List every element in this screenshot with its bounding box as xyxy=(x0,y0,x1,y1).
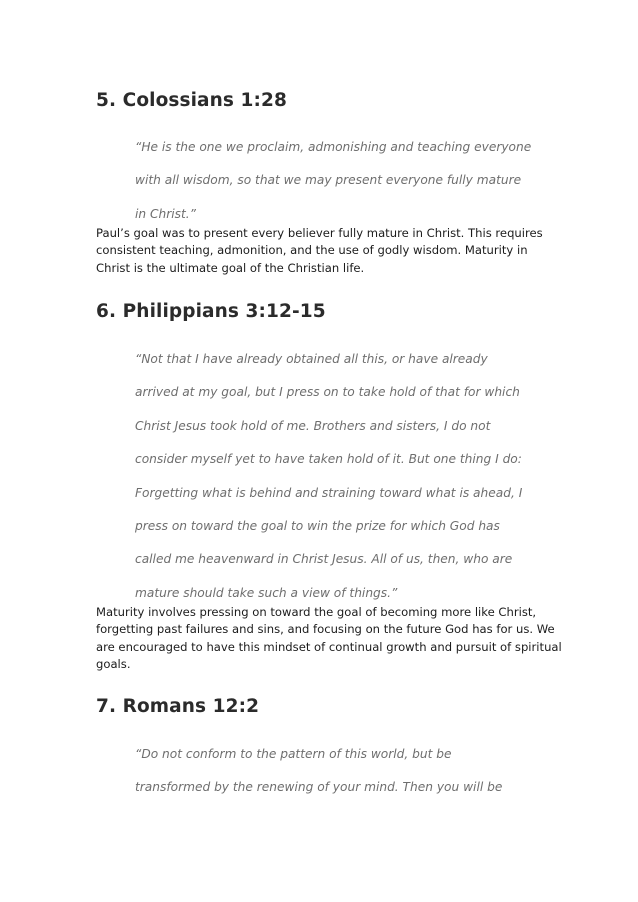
section-colossians xyxy=(96,89,556,277)
section-heading: 5. Colossians 1:28 xyxy=(96,90,287,111)
quote-line: “He is the one we proclaim, admonishing and teaching everyone xyxy=(135,140,532,154)
paragraph-line: forgetting past failures and sins, and focusing on the future God has for us. We xyxy=(96,622,555,637)
section-romans xyxy=(96,695,556,805)
quote-line: press on toward the goal to win the prize for which God has xyxy=(135,518,500,533)
quote-line: consider myself yet to have taken hold of it. But one thing I do: xyxy=(135,452,522,467)
quote-line: Forgetting what is behind and straining toward what is ahead, I xyxy=(135,485,523,500)
paragraph-line: goals. xyxy=(96,657,131,672)
section-philippians xyxy=(96,300,562,673)
quote-line: mature should take such a view of things.” xyxy=(135,585,398,600)
paragraph-line: Maturity involves pressing on toward the goal of becoming more like Christ, xyxy=(96,605,537,620)
scripture-quote xyxy=(96,343,556,610)
paragraph-line: are encouraged to have this mindset of continual growth and pursuit of spiritual xyxy=(96,639,562,654)
paragraph-line: Christ is the ultimate goal of the Christian life. xyxy=(96,260,365,275)
paragraph-line: consistent teaching, admonition, and the use of godly wisdom. Maturity in xyxy=(96,243,528,258)
quote-line: arrived at my goal, but I press on to take hold of that for which xyxy=(135,385,520,400)
commentary-paragraph xyxy=(96,604,562,673)
scripture-quote xyxy=(96,738,556,805)
scripture-quote xyxy=(96,131,556,231)
quote-line: with all wisdom, so that we may present everyone fully mature xyxy=(135,173,522,188)
quote-line: “Not that I have already obtained all this, or have already xyxy=(135,352,488,366)
quote-line: transformed by the renewing of your mind. Then you will be xyxy=(135,780,503,795)
commentary-paragraph xyxy=(96,225,556,277)
quote-line: called me heavenward in Christ Jesus. All of us, then, who are xyxy=(135,552,513,567)
quote-line: in Christ.” xyxy=(135,206,196,221)
paragraph-line: Paul’s goal was to present every believer fully mature in Christ. This requires xyxy=(96,226,543,241)
section-heading: 7. Romans 12:2 xyxy=(96,696,260,717)
quote-line: “Do not conform to the pattern of this world, but be xyxy=(135,747,452,761)
quote-line: Christ Jesus took hold of me. Brothers and sisters, I do not xyxy=(135,418,491,433)
section-heading: 6. Philippians 3:12-15 xyxy=(96,301,326,322)
